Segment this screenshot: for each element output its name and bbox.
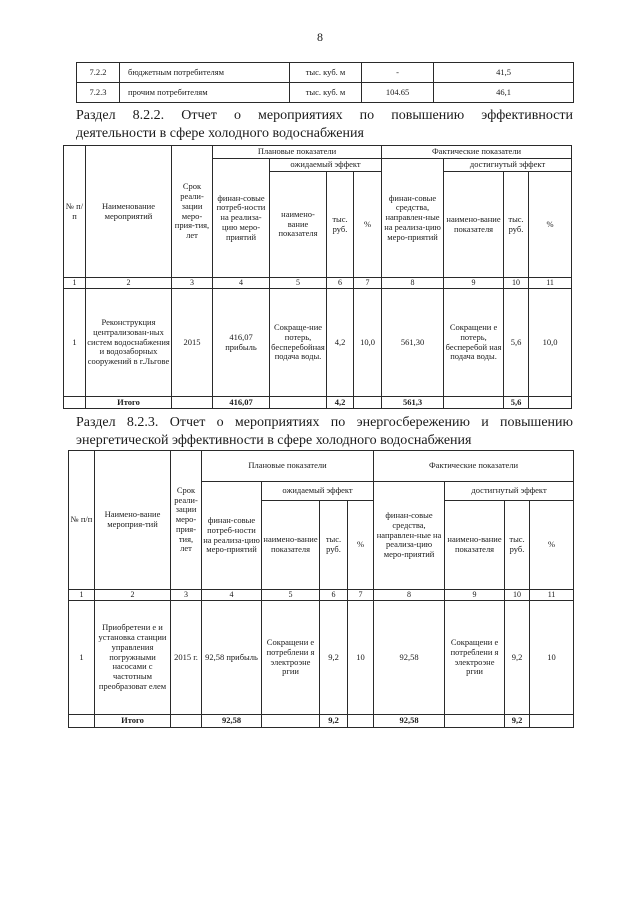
header-num: № п/п [69,451,95,590]
header-achieved: достигнутый эффект [445,482,574,501]
row-plan-pct: 10 [348,601,374,715]
table-row [69,601,574,715]
row-code: 7.2.2 [77,63,120,83]
index-cell: 1 [69,590,95,601]
index-cell: 8 [382,278,444,289]
header-fact-group: Фактические показатели [382,146,572,159]
section-title-823 [76,414,573,449]
row-term: 2015 г. [171,601,202,715]
index-cell: 2 [95,590,171,601]
header-term: Срок реали-зации меро-прия-тия, лет [171,451,202,590]
table-row [77,83,574,103]
index-cell: 11 [530,590,574,601]
row-plan: 104.65 [362,83,434,103]
index-cell: 10 [504,278,529,289]
header-thous: тыс. руб. [320,501,348,590]
row-fact-thous: 9,2 [505,601,530,715]
total-label: Итого [86,397,172,409]
row-plan-thous: 4,2 [327,289,354,397]
index-cell: 9 [444,278,504,289]
row-plan-thous: 9,2 [320,601,348,715]
measures-efficiency-table [63,145,572,409]
header-pct: % [348,501,374,590]
index-cell: 5 [270,278,327,289]
top-table [76,62,574,103]
header-plan-fin: финан-совые потреб-ности на реализа-цию меро-приятий [213,159,270,278]
row-fact-ind: Сокращени е потерь, бесперебой ная подача воды. [444,289,504,397]
header-plan-fin: финан-совые потреб-ности на реализа-цию меро-приятий [202,482,262,590]
total-row [64,397,572,409]
index-cell: 5 [262,590,320,601]
total-fact-fin: 92,58 [374,715,445,728]
row-plan-ind: Сокращени е потреблени я электроэне ргии [262,601,320,715]
header-ind-name: наимено-вание показателя [270,172,327,278]
section-title-822 [76,107,573,142]
row-name: Реконструкция централизован-ных систем водоснабжения и водозаборных сооружений в г.Льгове [86,289,172,397]
row-fact: 41,5 [434,63,574,83]
header-thous-fact: тыс. руб. [504,172,529,278]
index-cell: 7 [354,278,382,289]
header-name: Наименование мероприятий [86,146,172,278]
row-num: 1 [69,601,95,715]
row-num: 1 [64,289,86,397]
index-cell: 8 [374,590,445,601]
section-title-line: деятельности в сфере холодного водоснабжения [76,125,364,141]
total-fact-thous: 5,6 [504,397,529,409]
row-fact-ind: Сокращени е потреблени я электроэне ргии [445,601,505,715]
row-fact-pct: 10 [530,601,574,715]
total-plan-fin: 416,07 [213,397,270,409]
index-cell: 6 [327,278,354,289]
total-plan-thous: 4,2 [327,397,354,409]
row-plan-ind: Сокраще-ние потерь, бесперебойная подача воды. [270,289,327,397]
row-fact-fin: 561,30 [382,289,444,397]
header-plan-group: Плановые показатели [202,451,374,482]
row-label: бюджетным потребителям [120,63,290,83]
row-label: прочим потребителям [120,83,290,103]
measures-energy-table [68,450,574,728]
header-term: Срок реали-зации меро-прия-тия, лет [172,146,213,278]
header-name: Наимено-вание мероприя-тий [95,451,171,590]
row-plan-fin: 92,58 прибыль [202,601,262,715]
index-cell: 10 [505,590,530,601]
section-title-line: энергетической эффективности в сфере холодного водоснабжения [76,432,472,448]
row-code: 7.2.3 [77,83,120,103]
header-ind-name-fact: наимено-вание показателя [445,501,505,590]
header-expected: ожидаемый эффект [270,159,382,172]
table-row [77,63,574,83]
total-plan-thous: 9,2 [320,715,348,728]
index-row [69,590,574,601]
header-fact-fin: финан-совые средства, направлен-ные на реализа-цию меро-приятий [374,482,445,590]
header-num: № п/ п [64,146,86,278]
table-row [64,289,572,397]
page-number: 8 [317,30,323,44]
header-ind-name: наимено-вание показателя [262,501,320,590]
index-cell: 1 [64,278,86,289]
index-cell: 2 [86,278,172,289]
index-cell: 6 [320,590,348,601]
row-fact-fin: 92,58 [374,601,445,715]
index-cell: 7 [348,590,374,601]
index-cell: 4 [202,590,262,601]
index-cell: 11 [529,278,572,289]
row-name: Приобретени е и установка станции управления погружными насосами с частотным преобразоват елем [95,601,171,715]
row-plan-fin: 416,07 прибыль [213,289,270,397]
index-row [64,278,572,289]
header-fact-group: Фактические показатели [374,451,574,482]
row-plan: - [362,63,434,83]
total-fact-fin: 561,3 [382,397,444,409]
header-pct-fact: % [529,172,572,278]
section-title-line: Раздел 8.2.3. Отчет о мероприятиях по энергосбережению и повышению [76,415,573,430]
row-unit: тыс. куб. м [290,63,362,83]
header-thous-fact: тыс. руб. [505,501,530,590]
total-fact-thous: 9,2 [505,715,530,728]
row-term: 2015 [172,289,213,397]
row-fact-thous: 5,6 [504,289,529,397]
header-achieved: достигнутый эффект [444,159,572,172]
section-title-line: Раздел 8.2.2. Отчет о мероприятиях по повышению эффективности [76,108,573,123]
total-plan-fin: 92,58 [202,715,262,728]
total-row [69,715,574,728]
total-label: Итого [95,715,171,728]
row-plan-pct: 10,0 [354,289,382,397]
index-cell: 3 [172,278,213,289]
header-pct: % [354,172,382,278]
row-fact-pct: 10,0 [529,289,572,397]
row-fact: 46,1 [434,83,574,103]
header-thous: тыс. руб. [327,172,354,278]
index-cell: 9 [445,590,505,601]
header-expected: ожидаемый эффект [262,482,374,501]
index-cell: 4 [213,278,270,289]
index-cell: 3 [171,590,202,601]
header-fact-fin: финан-совые средства, направлен-ные на реализа-цию меро-приятий [382,159,444,278]
row-unit: тыс. куб. м [290,83,362,103]
header-plan-group: Плановые показатели [213,146,382,159]
header-pct-fact: % [530,501,574,590]
header-ind-name-fact: наимено-вание показателя [444,172,504,278]
